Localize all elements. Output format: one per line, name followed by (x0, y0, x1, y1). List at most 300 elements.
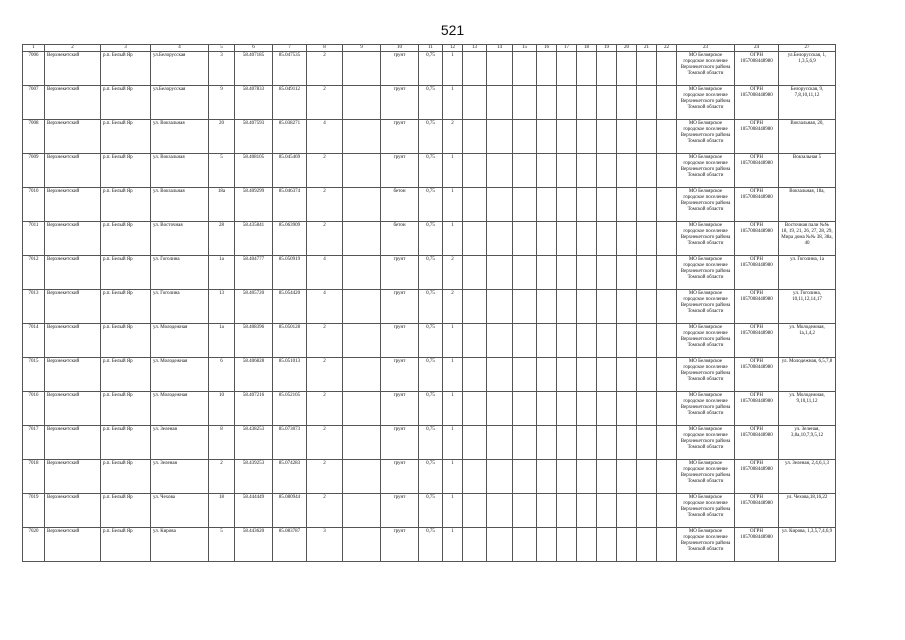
count-cell: 1 (443, 86, 463, 120)
empty-cell (487, 426, 513, 460)
empty-cell (577, 392, 597, 426)
owner-cell: МО Белоярское городское поселение Верхнекетского района Томской области (677, 460, 735, 494)
empty-cell (617, 460, 637, 494)
row-number: 7013 (23, 290, 45, 324)
empty-cell (487, 290, 513, 324)
table-row (23, 290, 836, 324)
empty-cell (513, 358, 537, 392)
empty-cell (597, 324, 617, 358)
empty-cell (597, 358, 617, 392)
surface-cell: грунт (381, 52, 419, 86)
empty-cell (617, 392, 637, 426)
col9-cell (343, 392, 381, 426)
empty-cell (537, 494, 557, 528)
empty-cell (637, 256, 657, 290)
empty-cell (597, 52, 617, 86)
empty-cell (597, 392, 617, 426)
empty-cell (637, 188, 657, 222)
empty-cell (637, 426, 657, 460)
latitude-cell: 58.406828 (235, 358, 273, 392)
col8-cell: 2 (307, 86, 343, 120)
latitude-cell: 58.409299 (235, 188, 273, 222)
empty-cell (513, 120, 537, 154)
column-number: 15 (513, 45, 537, 52)
house-cell: 9 (209, 86, 235, 120)
settlement-cell: р.п. Белый Яр (101, 86, 151, 120)
empty-cell (617, 324, 637, 358)
table-row (23, 460, 836, 494)
surface-cell: бетон (381, 222, 419, 256)
row-number: 7015 (23, 358, 45, 392)
served-addresses-cell: ул. Молодежная, 1а,1,4,2 (779, 324, 836, 358)
count-cell: 1 (443, 188, 463, 222)
empty-cell (463, 188, 487, 222)
empty-cell (487, 222, 513, 256)
empty-cell (657, 324, 677, 358)
served-addresses-cell: ул. Гоголина, 10,11,12,14,17 (779, 290, 836, 324)
served-addresses-cell: Вокзальная, 18а, (779, 188, 836, 222)
latitude-cell: 58.405720 (235, 290, 273, 324)
served-addresses-cell: ул. Молодежная, 9,10,11,12 (779, 392, 836, 426)
street-cell: ул. Молодежная (151, 392, 209, 426)
empty-cell (637, 392, 657, 426)
col8-cell: 3 (307, 528, 343, 562)
empty-cell (487, 188, 513, 222)
served-addresses-cell: Белорусская, 9, 7,8,10,11,12 (779, 86, 836, 120)
column-number: 27 (779, 45, 836, 52)
col9-cell (343, 222, 381, 256)
empty-cell (617, 358, 637, 392)
served-addresses-cell: Вокзальная, 20, (779, 120, 836, 154)
empty-cell (487, 324, 513, 358)
table-row (23, 358, 836, 392)
column-number: 1 (23, 45, 45, 52)
empty-cell (637, 120, 657, 154)
house-cell: 2 (209, 460, 235, 494)
empty-cell (513, 460, 537, 494)
table-row (23, 392, 836, 426)
house-cell: 20 (209, 120, 235, 154)
district-cell: Верхнекетский (45, 290, 101, 324)
empty-cell (577, 528, 597, 562)
empty-cell (463, 52, 487, 86)
empty-cell (463, 426, 487, 460)
column-number: 21 (637, 45, 657, 52)
empty-cell (637, 154, 657, 188)
empty-cell (597, 528, 617, 562)
settlement-cell: р.п. Белый Яр (101, 154, 151, 188)
surface-cell: бетон (381, 188, 419, 222)
empty-cell (657, 188, 677, 222)
surface-cell: грунт (381, 494, 419, 528)
settlement-cell: р.п. Белый Яр (101, 222, 151, 256)
longitude-cell: 85.063909 (273, 222, 307, 256)
owner-cell: МО Белоярское городское поселение Верхнекетского района Томской области (677, 528, 735, 562)
empty-cell (657, 392, 677, 426)
row-number: 7011 (23, 222, 45, 256)
house-cell: 5 (209, 528, 235, 562)
empty-cell (537, 358, 557, 392)
longitude-cell: 85.080944 (273, 494, 307, 528)
served-addresses-cell: ул. Зеленая, 3,8а,10,7,9,5,12 (779, 426, 836, 460)
empty-cell (513, 528, 537, 562)
served-addresses-cell: ул. Гоголина, 1а (779, 256, 836, 290)
empty-cell (657, 256, 677, 290)
empty-cell (617, 86, 637, 120)
empty-cell (537, 154, 557, 188)
empty-cell (577, 426, 597, 460)
ogrn-cell: ОГРН 1057008448980 (735, 460, 779, 494)
ogrn-cell: ОГРН 1057008448980 (735, 290, 779, 324)
column-number: 11 (419, 45, 443, 52)
column-number: 24 (735, 45, 779, 52)
col9-cell (343, 188, 381, 222)
owner-cell: МО Белоярское городское поселение Верхнекетского района Томской области (677, 52, 735, 86)
longitude-cell: 85.073073 (273, 426, 307, 460)
empty-cell (657, 426, 677, 460)
column-number: 6 (235, 45, 273, 52)
ogrn-cell: ОГРН 1057008448980 (735, 494, 779, 528)
empty-cell (557, 494, 577, 528)
empty-cell (513, 256, 537, 290)
empty-cell (487, 256, 513, 290)
col8-cell: 2 (307, 324, 343, 358)
settlement-cell: р.п. Белый Яр (101, 494, 151, 528)
district-cell: Верхнекетский (45, 52, 101, 86)
count-cell: 1 (443, 358, 463, 392)
longitude-cell: 85.045469 (273, 154, 307, 188)
table-row (23, 188, 836, 222)
empty-cell (537, 324, 557, 358)
count-cell: 2 (443, 120, 463, 154)
empty-cell (597, 188, 617, 222)
count-cell: 1 (443, 426, 463, 460)
street-cell: ул. Кирова (151, 528, 209, 562)
empty-cell (637, 460, 657, 494)
empty-cell (537, 52, 557, 86)
col9-cell (343, 324, 381, 358)
empty-cell (487, 52, 513, 86)
settlement-cell: р.п. Белый Яр (101, 426, 151, 460)
empty-cell (577, 52, 597, 86)
district-cell: Верхнекетский (45, 86, 101, 120)
district-cell: Верхнекетский (45, 460, 101, 494)
empty-cell (617, 290, 637, 324)
house-cell: 3 (209, 52, 235, 86)
area-cell: 0,75 (419, 460, 443, 494)
area-cell: 0,75 (419, 426, 443, 460)
count-cell: 1 (443, 154, 463, 188)
col8-cell: 2 (307, 154, 343, 188)
row-number: 7007 (23, 86, 45, 120)
latitude-cell: 58.438253 (235, 426, 273, 460)
column-number-row (23, 45, 836, 52)
house-cell: 13 (209, 290, 235, 324)
empty-cell (657, 86, 677, 120)
column-number: 13 (463, 45, 487, 52)
area-cell: 0,75 (419, 222, 443, 256)
street-cell: ул. Молодежная (151, 358, 209, 392)
settlement-cell: р.п. Белый Яр (101, 290, 151, 324)
district-cell: Верхнекетский (45, 256, 101, 290)
settlement-cell: р.п. Белый Яр (101, 188, 151, 222)
empty-cell (557, 86, 577, 120)
empty-cell (513, 188, 537, 222)
column-number: 22 (657, 45, 677, 52)
column-number: 7 (273, 45, 307, 52)
empty-cell (537, 426, 557, 460)
empty-cell (487, 358, 513, 392)
empty-cell (617, 222, 637, 256)
row-number: 7016 (23, 392, 45, 426)
registry-table (22, 44, 836, 562)
house-cell: 18 (209, 494, 235, 528)
served-addresses-cell: ул. Зеленая, 2,4,6,1,3 (779, 460, 836, 494)
street-cell: ул. Восточная (151, 222, 209, 256)
column-number: 12 (443, 45, 463, 52)
empty-cell (513, 494, 537, 528)
served-addresses-cell: ул. Молодежная, 6,5,7,8 (779, 358, 836, 392)
district-cell: Верхнекетский (45, 358, 101, 392)
street-cell: ул. Вокзальная (151, 188, 209, 222)
owner-cell: МО Белоярское городское поселение Верхнекетского района Томской области (677, 494, 735, 528)
col8-cell: 2 (307, 358, 343, 392)
empty-cell (487, 154, 513, 188)
surface-cell: грунт (381, 358, 419, 392)
ogrn-cell: ОГРН 1057008448980 (735, 222, 779, 256)
empty-cell (577, 188, 597, 222)
empty-cell (557, 528, 577, 562)
empty-cell (463, 528, 487, 562)
area-cell: 0,75 (419, 120, 443, 154)
empty-cell (557, 392, 577, 426)
empty-cell (557, 426, 577, 460)
latitude-cell: 58.407593 (235, 120, 273, 154)
ogrn-cell: ОГРН 1057008448980 (735, 528, 779, 562)
empty-cell (487, 528, 513, 562)
latitude-cell: 58.435841 (235, 222, 273, 256)
count-cell: 1 (443, 52, 463, 86)
surface-cell: грунт (381, 324, 419, 358)
empty-cell (557, 460, 577, 494)
house-cell: 5 (209, 154, 235, 188)
empty-cell (657, 528, 677, 562)
surface-cell: грунт (381, 426, 419, 460)
surface-cell: грунт (381, 154, 419, 188)
longitude-cell: 85.051013 (273, 358, 307, 392)
area-cell: 0,75 (419, 256, 443, 290)
district-cell: Верхнекетский (45, 392, 101, 426)
empty-cell (637, 86, 657, 120)
col8-cell: 4 (307, 290, 343, 324)
empty-cell (657, 460, 677, 494)
settlement-cell: р.п. Белый Яр (101, 120, 151, 154)
empty-cell (463, 460, 487, 494)
empty-cell (487, 494, 513, 528)
empty-cell (637, 52, 657, 86)
empty-cell (463, 358, 487, 392)
col8-cell: 2 (307, 52, 343, 86)
district-cell: Верхнекетский (45, 528, 101, 562)
empty-cell (463, 324, 487, 358)
row-number: 7020 (23, 528, 45, 562)
column-number: 3 (101, 45, 151, 52)
empty-cell (657, 222, 677, 256)
empty-cell (513, 86, 537, 120)
latitude-cell: 58.407185 (235, 52, 273, 86)
empty-cell (597, 154, 617, 188)
district-cell: Верхнекетский (45, 120, 101, 154)
empty-cell (537, 86, 557, 120)
street-cell: ул. Гоголина (151, 290, 209, 324)
col9-cell (343, 494, 381, 528)
empty-cell (557, 256, 577, 290)
count-cell: 1 (443, 222, 463, 256)
empty-cell (617, 154, 637, 188)
street-cell: ул. Гоголина (151, 256, 209, 290)
col8-cell: 4 (307, 256, 343, 290)
empty-cell (537, 290, 557, 324)
settlement-cell: р.п. Белый Яр (101, 358, 151, 392)
district-cell: Верхнекетский (45, 188, 101, 222)
latitude-cell: 58.443620 (235, 528, 273, 562)
owner-cell: МО Белоярское городское поселение Верхнекетского района Томской области (677, 256, 735, 290)
row-number: 7017 (23, 426, 45, 460)
count-cell: 1 (443, 494, 463, 528)
empty-cell (577, 120, 597, 154)
empty-cell (657, 52, 677, 86)
empty-cell (597, 86, 617, 120)
street-cell: ул. Зеленая (151, 426, 209, 460)
empty-cell (513, 324, 537, 358)
empty-cell (557, 222, 577, 256)
col9-cell (343, 120, 381, 154)
empty-cell (513, 222, 537, 256)
row-number: 7008 (23, 120, 45, 154)
longitude-cell: 85.050128 (273, 324, 307, 358)
count-cell: 1 (443, 460, 463, 494)
empty-cell (657, 154, 677, 188)
empty-cell (463, 154, 487, 188)
empty-cell (577, 494, 597, 528)
empty-cell (617, 52, 637, 86)
settlement-cell: р.п. Белый Яр (101, 324, 151, 358)
empty-cell (557, 52, 577, 86)
empty-cell (577, 256, 597, 290)
empty-cell (557, 154, 577, 188)
longitude-cell: 85.052105 (273, 392, 307, 426)
latitude-cell: 58.439253 (235, 460, 273, 494)
row-number: 7019 (23, 494, 45, 528)
col9-cell (343, 358, 381, 392)
ogrn-cell: ОГРН 1057008448980 (735, 358, 779, 392)
latitude-cell: 58.407833 (235, 86, 273, 120)
col8-cell: 2 (307, 392, 343, 426)
table-row (23, 528, 836, 562)
column-number: 19 (597, 45, 617, 52)
count-cell: 1 (443, 528, 463, 562)
ogrn-cell: ОГРН 1057008448980 (735, 392, 779, 426)
table-row (23, 494, 836, 528)
column-number: 23 (677, 45, 735, 52)
house-cell: 1а (209, 256, 235, 290)
row-number: 7018 (23, 460, 45, 494)
house-cell: 1а (209, 324, 235, 358)
empty-cell (577, 290, 597, 324)
col9-cell (343, 86, 381, 120)
district-cell: Верхнекетский (45, 324, 101, 358)
column-number: 8 (307, 45, 343, 52)
col8-cell: 2 (307, 426, 343, 460)
area-cell: 0,75 (419, 154, 443, 188)
empty-cell (463, 494, 487, 528)
page-number: 521 (440, 22, 465, 38)
area-cell: 0,75 (419, 392, 443, 426)
latitude-cell: 58.407216 (235, 392, 273, 426)
street-cell: ул.Белорусская (151, 52, 209, 86)
empty-cell (597, 460, 617, 494)
empty-cell (557, 358, 577, 392)
col8-cell: 2 (307, 188, 343, 222)
ogrn-cell: ОГРН 1057008448980 (735, 188, 779, 222)
empty-cell (597, 290, 617, 324)
owner-cell: МО Белоярское городское поселение Верхнекетского района Томской области (677, 290, 735, 324)
empty-cell (537, 392, 557, 426)
street-cell: ул. Молодежная (151, 324, 209, 358)
empty-cell (577, 222, 597, 256)
owner-cell: МО Белоярское городское поселение Верхнекетского района Томской области (677, 86, 735, 120)
empty-cell (487, 86, 513, 120)
empty-cell (463, 222, 487, 256)
empty-cell (513, 290, 537, 324)
settlement-cell: р.п. Белый Яр (101, 256, 151, 290)
count-cell: 1 (443, 392, 463, 426)
latitude-cell: 58.444449 (235, 494, 273, 528)
empty-cell (637, 290, 657, 324)
empty-cell (557, 188, 577, 222)
column-number: 10 (381, 45, 419, 52)
empty-cell (577, 154, 597, 188)
ogrn-cell: ОГРН 1057008448980 (735, 426, 779, 460)
area-cell: 0,75 (419, 494, 443, 528)
empty-cell (577, 324, 597, 358)
house-cell: 6 (209, 358, 235, 392)
row-number: 7010 (23, 188, 45, 222)
column-number: 9 (343, 45, 381, 52)
empty-cell (637, 358, 657, 392)
house-cell: 8 (209, 426, 235, 460)
district-cell: Верхнекетский (45, 426, 101, 460)
row-number: 7009 (23, 154, 45, 188)
settlement-cell: р.п. Белый Яр (101, 392, 151, 426)
ogrn-cell: ОГРН 1057008448980 (735, 256, 779, 290)
empty-cell (637, 528, 657, 562)
latitude-cell: 58.408105 (235, 154, 273, 188)
empty-cell (617, 494, 637, 528)
empty-cell (637, 222, 657, 256)
owner-cell: МО Белоярское городское поселение Верхнекетского района Томской области (677, 222, 735, 256)
empty-cell (617, 256, 637, 290)
empty-cell (537, 528, 557, 562)
col9-cell (343, 290, 381, 324)
district-cell: Верхнекетский (45, 222, 101, 256)
settlement-cell: р.п. Белый Яр (101, 52, 151, 86)
owner-cell: МО Белоярское городское поселение Верхнекетского района Томской области (677, 358, 735, 392)
empty-cell (537, 460, 557, 494)
column-number: 14 (487, 45, 513, 52)
col8-cell: 2 (307, 222, 343, 256)
area-cell: 0,75 (419, 86, 443, 120)
